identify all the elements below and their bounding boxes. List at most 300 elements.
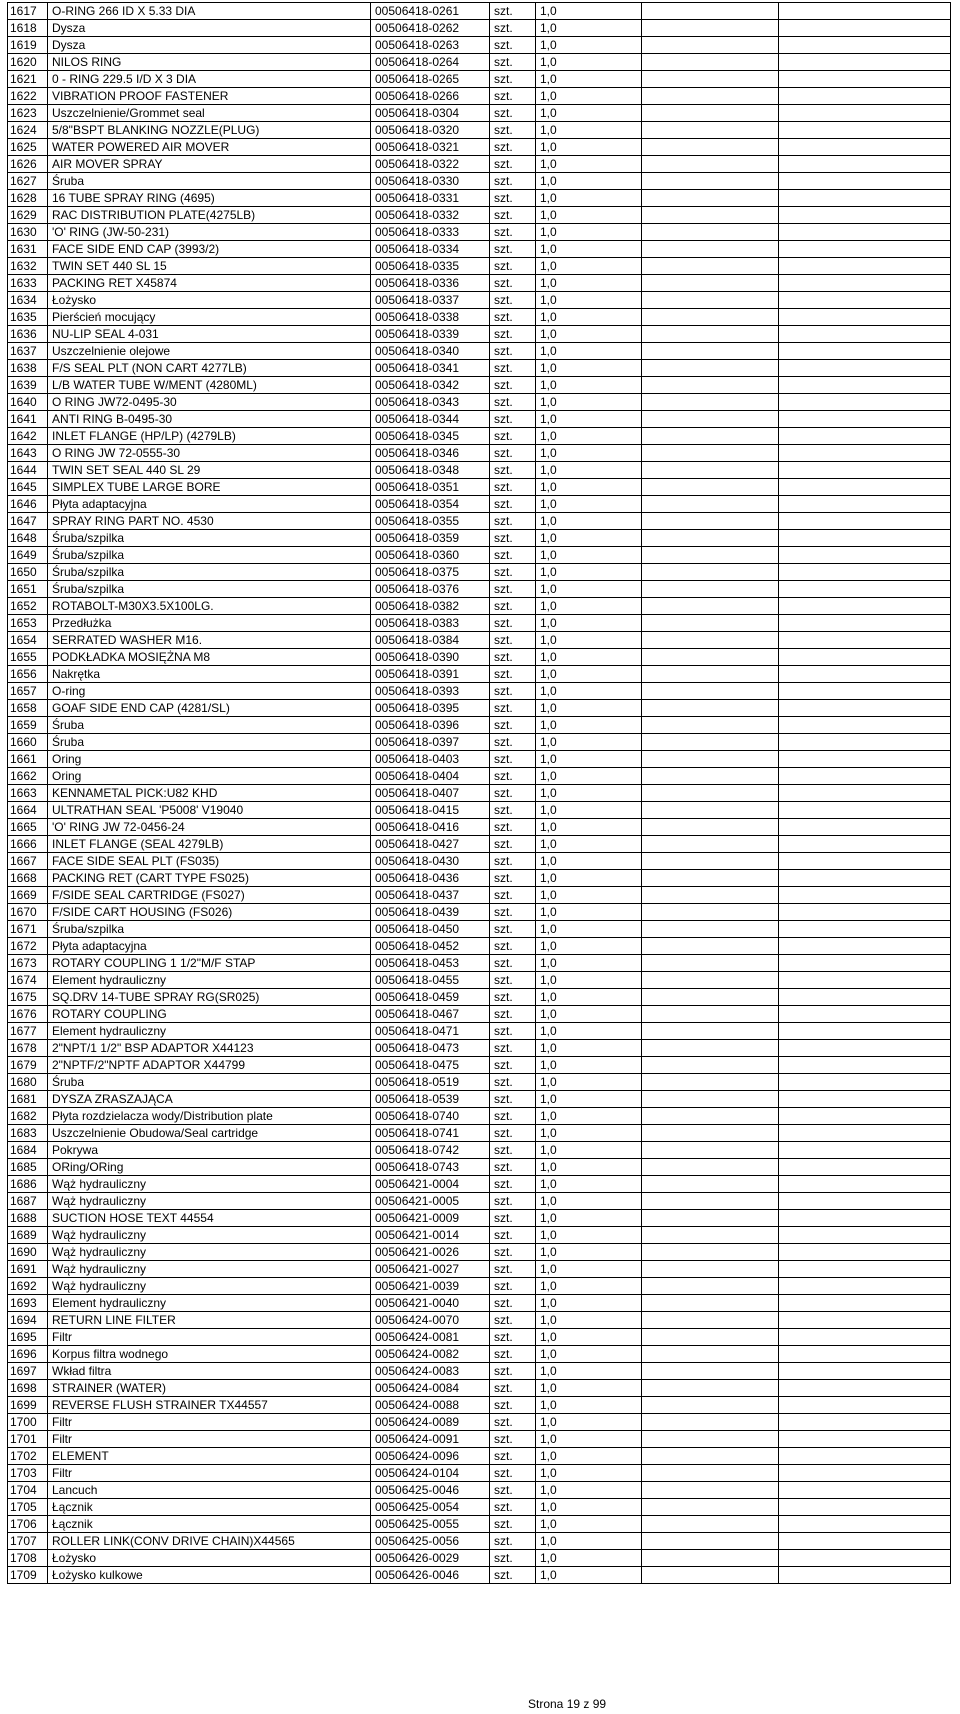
unit-cell: szt. xyxy=(490,309,536,326)
empty-cell xyxy=(642,955,779,972)
table-row xyxy=(8,173,951,190)
quantity-cell: 1,0 xyxy=(536,139,642,156)
unit-cell: szt. xyxy=(490,1261,536,1278)
unit-cell: szt. xyxy=(490,598,536,615)
page-number: Strona 19 z 99 xyxy=(528,1697,607,1711)
part-code-cell: 00506418-0261 xyxy=(371,3,490,20)
row-number-cell: 1617 xyxy=(8,3,48,20)
empty-cell xyxy=(779,207,951,224)
empty-cell xyxy=(779,1312,951,1329)
empty-cell xyxy=(642,190,779,207)
quantity-cell: 1,0 xyxy=(536,37,642,54)
part-code-cell: 00506418-0403 xyxy=(371,751,490,768)
part-code-cell: 00506418-0475 xyxy=(371,1057,490,1074)
part-code-cell: 00506424-0084 xyxy=(371,1380,490,1397)
part-code-cell: 00506418-0335 xyxy=(371,258,490,275)
quantity-cell: 1,0 xyxy=(536,224,642,241)
empty-cell xyxy=(642,1261,779,1278)
empty-cell xyxy=(642,921,779,938)
empty-cell xyxy=(779,683,951,700)
empty-cell xyxy=(779,326,951,343)
empty-cell xyxy=(642,683,779,700)
empty-cell xyxy=(779,292,951,309)
row-number-cell: 1669 xyxy=(8,887,48,904)
empty-cell xyxy=(642,615,779,632)
empty-cell xyxy=(779,377,951,394)
quantity-cell: 1,0 xyxy=(536,1227,642,1244)
empty-cell xyxy=(642,71,779,88)
table-row xyxy=(8,564,951,581)
unit-cell: szt. xyxy=(490,802,536,819)
part-description-cell: REVERSE FLUSH STRAINER TX44557 xyxy=(48,1397,371,1414)
empty-cell xyxy=(779,870,951,887)
unit-cell: szt. xyxy=(490,3,536,20)
empty-cell xyxy=(779,1482,951,1499)
row-number-cell: 1681 xyxy=(8,1091,48,1108)
empty-cell xyxy=(642,547,779,564)
unit-cell: szt. xyxy=(490,1567,536,1584)
row-number-cell: 1648 xyxy=(8,530,48,547)
table-row xyxy=(8,411,951,428)
empty-cell xyxy=(779,513,951,530)
unit-cell: szt. xyxy=(490,275,536,292)
empty-cell xyxy=(642,632,779,649)
quantity-cell: 1,0 xyxy=(536,649,642,666)
unit-cell: szt. xyxy=(490,1516,536,1533)
quantity-cell: 1,0 xyxy=(536,1397,642,1414)
empty-cell xyxy=(642,445,779,462)
part-description-cell: ROTARY COUPLING xyxy=(48,1006,371,1023)
empty-cell xyxy=(779,258,951,275)
quantity-cell: 1,0 xyxy=(536,887,642,904)
row-number-cell: 1657 xyxy=(8,683,48,700)
empty-cell xyxy=(779,20,951,37)
empty-cell xyxy=(779,819,951,836)
table-row xyxy=(8,921,951,938)
part-description-cell: Śruba xyxy=(48,1074,371,1091)
part-code-cell: 00506424-0070 xyxy=(371,1312,490,1329)
empty-cell xyxy=(642,1159,779,1176)
part-code-cell: 00506418-0359 xyxy=(371,530,490,547)
part-code-cell: 00506418-0453 xyxy=(371,955,490,972)
part-description-cell: F/S SEAL PLT (NON CART 4277LB) xyxy=(48,360,371,377)
empty-cell xyxy=(779,1295,951,1312)
row-number-cell: 1625 xyxy=(8,139,48,156)
row-number-cell: 1707 xyxy=(8,1533,48,1550)
unit-cell: szt. xyxy=(490,700,536,717)
empty-cell xyxy=(642,564,779,581)
table-row xyxy=(8,819,951,836)
part-description-cell: Lancuch xyxy=(48,1482,371,1499)
empty-cell xyxy=(779,1159,951,1176)
unit-cell: szt. xyxy=(490,1159,536,1176)
empty-cell xyxy=(642,1363,779,1380)
empty-cell xyxy=(779,751,951,768)
part-description-cell: Wąż hydrauliczny xyxy=(48,1278,371,1295)
table-row xyxy=(8,224,951,241)
empty-cell xyxy=(779,241,951,258)
empty-cell xyxy=(642,1448,779,1465)
quantity-cell: 1,0 xyxy=(536,751,642,768)
row-number-cell: 1649 xyxy=(8,547,48,564)
part-description-cell: Wąż hydrauliczny xyxy=(48,1176,371,1193)
row-number-cell: 1646 xyxy=(8,496,48,513)
empty-cell xyxy=(642,666,779,683)
empty-cell xyxy=(642,88,779,105)
unit-cell: szt. xyxy=(490,513,536,530)
table-row xyxy=(8,71,951,88)
empty-cell xyxy=(779,428,951,445)
empty-cell xyxy=(779,1091,951,1108)
empty-cell xyxy=(779,479,951,496)
part-code-cell: 00506418-0338 xyxy=(371,309,490,326)
part-code-cell: 00506418-0322 xyxy=(371,156,490,173)
part-code-cell: 00506418-0263 xyxy=(371,37,490,54)
empty-cell xyxy=(642,1244,779,1261)
part-code-cell: 00506418-0742 xyxy=(371,1142,490,1159)
quantity-cell: 1,0 xyxy=(536,1346,642,1363)
table-row xyxy=(8,1431,951,1448)
table-row xyxy=(8,836,951,853)
quantity-cell: 1,0 xyxy=(536,71,642,88)
part-description-cell: Wąż hydrauliczny xyxy=(48,1193,371,1210)
unit-cell: szt. xyxy=(490,1074,536,1091)
unit-cell: szt. xyxy=(490,564,536,581)
part-code-cell: 00506425-0054 xyxy=(371,1499,490,1516)
empty-cell xyxy=(779,1074,951,1091)
table-row xyxy=(8,1244,951,1261)
part-description-cell: Śruba/szpilka xyxy=(48,581,371,598)
empty-cell xyxy=(779,649,951,666)
part-description-cell: Nakrętka xyxy=(48,666,371,683)
empty-cell xyxy=(642,1278,779,1295)
part-description-cell: FACE SIDE END CAP (3993/2) xyxy=(48,241,371,258)
unit-cell: szt. xyxy=(490,428,536,445)
table-row xyxy=(8,1261,951,1278)
empty-cell xyxy=(779,1006,951,1023)
quantity-cell: 1,0 xyxy=(536,1176,642,1193)
unit-cell: szt. xyxy=(490,139,536,156)
row-number-cell: 1643 xyxy=(8,445,48,462)
empty-cell xyxy=(642,20,779,37)
part-description-cell: TWIN SET SEAL 440 SL 29 xyxy=(48,462,371,479)
empty-cell xyxy=(642,1108,779,1125)
part-description-cell: ANTI RING B-0495-30 xyxy=(48,411,371,428)
table-row xyxy=(8,1414,951,1431)
row-number-cell: 1663 xyxy=(8,785,48,802)
part-code-cell: 00506418-0382 xyxy=(371,598,490,615)
part-description-cell: Filtr xyxy=(48,1431,371,1448)
part-description-cell: Śruba/szpilka xyxy=(48,564,371,581)
quantity-cell: 1,0 xyxy=(536,54,642,71)
part-description-cell: Przedłużka xyxy=(48,615,371,632)
part-code-cell: 00506424-0089 xyxy=(371,1414,490,1431)
empty-cell xyxy=(642,139,779,156)
row-number-cell: 1697 xyxy=(8,1363,48,1380)
part-code-cell: 00506425-0055 xyxy=(371,1516,490,1533)
unit-cell: szt. xyxy=(490,105,536,122)
part-code-cell: 00506418-0437 xyxy=(371,887,490,904)
part-code-cell: 00506418-0304 xyxy=(371,105,490,122)
part-code-cell: 00506418-0337 xyxy=(371,292,490,309)
empty-cell xyxy=(642,1499,779,1516)
empty-cell xyxy=(642,360,779,377)
row-number-cell: 1620 xyxy=(8,54,48,71)
empty-cell xyxy=(779,1176,951,1193)
empty-cell xyxy=(779,1499,951,1516)
row-number-cell: 1690 xyxy=(8,1244,48,1261)
empty-cell xyxy=(779,1244,951,1261)
quantity-cell: 1,0 xyxy=(536,870,642,887)
table-row xyxy=(8,1142,951,1159)
empty-cell xyxy=(642,1482,779,1499)
unit-cell: szt. xyxy=(490,1363,536,1380)
unit-cell: szt. xyxy=(490,1091,536,1108)
part-code-cell: 00506418-0360 xyxy=(371,547,490,564)
unit-cell: szt. xyxy=(490,445,536,462)
part-code-cell: 00506418-0266 xyxy=(371,88,490,105)
quantity-cell: 1,0 xyxy=(536,1363,642,1380)
empty-cell xyxy=(642,1329,779,1346)
empty-cell xyxy=(779,666,951,683)
empty-cell xyxy=(779,1210,951,1227)
empty-cell xyxy=(779,1431,951,1448)
row-number-cell: 1665 xyxy=(8,819,48,836)
empty-cell xyxy=(779,1193,951,1210)
part-code-cell: 00506418-0265 xyxy=(371,71,490,88)
row-number-cell: 1622 xyxy=(8,88,48,105)
empty-cell xyxy=(642,1465,779,1482)
table-row xyxy=(8,1159,951,1176)
unit-cell: szt. xyxy=(490,258,536,275)
empty-cell xyxy=(642,1380,779,1397)
empty-cell xyxy=(642,1533,779,1550)
empty-cell xyxy=(779,700,951,717)
row-number-cell: 1636 xyxy=(8,326,48,343)
unit-cell: szt. xyxy=(490,1312,536,1329)
part-description-cell: ROLLER LINK(CONV DRIVE CHAIN)X44565 xyxy=(48,1533,371,1550)
empty-cell xyxy=(642,377,779,394)
empty-cell xyxy=(779,904,951,921)
part-code-cell: 00506418-0404 xyxy=(371,768,490,785)
empty-cell xyxy=(779,955,951,972)
unit-cell: szt. xyxy=(490,71,536,88)
part-code-cell: 00506418-0396 xyxy=(371,717,490,734)
empty-cell xyxy=(779,360,951,377)
empty-cell xyxy=(779,1057,951,1074)
row-number-cell: 1676 xyxy=(8,1006,48,1023)
quantity-cell: 1,0 xyxy=(536,20,642,37)
empty-cell xyxy=(642,1414,779,1431)
unit-cell: szt. xyxy=(490,1176,536,1193)
row-number-cell: 1684 xyxy=(8,1142,48,1159)
unit-cell: szt. xyxy=(490,190,536,207)
row-number-cell: 1675 xyxy=(8,989,48,1006)
quantity-cell: 1,0 xyxy=(536,1329,642,1346)
part-code-cell: 00506418-0330 xyxy=(371,173,490,190)
table-row xyxy=(8,904,951,921)
unit-cell: szt. xyxy=(490,122,536,139)
row-number-cell: 1652 xyxy=(8,598,48,615)
empty-cell xyxy=(779,632,951,649)
empty-cell xyxy=(642,887,779,904)
part-code-cell: 00506418-0467 xyxy=(371,1006,490,1023)
part-code-cell: 00506421-0005 xyxy=(371,1193,490,1210)
part-code-cell: 00506418-0459 xyxy=(371,989,490,1006)
unit-cell: szt. xyxy=(490,224,536,241)
row-number-cell: 1705 xyxy=(8,1499,48,1516)
table-row xyxy=(8,88,951,105)
table-row xyxy=(8,598,951,615)
empty-cell xyxy=(642,751,779,768)
part-code-cell: 00506426-0029 xyxy=(371,1550,490,1567)
empty-cell xyxy=(642,938,779,955)
part-description-cell: NU-LIP SEAL 4-031 xyxy=(48,326,371,343)
row-number-cell: 1623 xyxy=(8,105,48,122)
part-description-cell: SIMPLEX TUBE LARGE BORE xyxy=(48,479,371,496)
empty-cell xyxy=(642,173,779,190)
part-code-cell: 00506418-0345 xyxy=(371,428,490,445)
empty-cell xyxy=(642,717,779,734)
unit-cell: szt. xyxy=(490,666,536,683)
row-number-cell: 1700 xyxy=(8,1414,48,1431)
empty-cell xyxy=(779,496,951,513)
empty-cell xyxy=(642,870,779,887)
quantity-cell: 1,0 xyxy=(536,360,642,377)
quantity-cell: 1,0 xyxy=(536,122,642,139)
empty-cell xyxy=(779,1329,951,1346)
empty-cell xyxy=(779,972,951,989)
table-row xyxy=(8,122,951,139)
row-number-cell: 1671 xyxy=(8,921,48,938)
empty-cell xyxy=(779,105,951,122)
table-row xyxy=(8,1516,951,1533)
part-code-cell: 00506424-0082 xyxy=(371,1346,490,1363)
row-number-cell: 1635 xyxy=(8,309,48,326)
part-description-cell: O-ring xyxy=(48,683,371,700)
empty-cell xyxy=(642,1227,779,1244)
empty-cell xyxy=(642,3,779,20)
part-description-cell: Łożysko kulkowe xyxy=(48,1567,371,1584)
part-code-cell: 00506418-0391 xyxy=(371,666,490,683)
empty-cell xyxy=(642,1312,779,1329)
table-row xyxy=(8,955,951,972)
empty-cell xyxy=(642,581,779,598)
part-code-cell: 00506418-0351 xyxy=(371,479,490,496)
empty-cell xyxy=(779,887,951,904)
part-description-cell: Filtr xyxy=(48,1329,371,1346)
unit-cell: szt. xyxy=(490,887,536,904)
row-number-cell: 1655 xyxy=(8,649,48,666)
part-description-cell: FACE SIDE SEAL PLT (FS035) xyxy=(48,853,371,870)
part-description-cell: 0 - RING 229.5 I/D X 3 DIA xyxy=(48,71,371,88)
part-description-cell: Łożysko xyxy=(48,1550,371,1567)
part-code-cell: 00506418-0436 xyxy=(371,870,490,887)
table-row xyxy=(8,938,951,955)
empty-cell xyxy=(642,785,779,802)
quantity-cell: 1,0 xyxy=(536,615,642,632)
empty-cell xyxy=(779,394,951,411)
part-description-cell: ELEMENT xyxy=(48,1448,371,1465)
part-description-cell: Śruba/szpilka xyxy=(48,530,371,547)
table-row xyxy=(8,462,951,479)
empty-cell xyxy=(779,547,951,564)
table-row xyxy=(8,207,951,224)
row-number-cell: 1658 xyxy=(8,700,48,717)
row-number-cell: 1703 xyxy=(8,1465,48,1482)
unit-cell: szt. xyxy=(490,1482,536,1499)
unit-cell: szt. xyxy=(490,1023,536,1040)
empty-cell xyxy=(642,258,779,275)
part-description-cell: Wąż hydrauliczny xyxy=(48,1261,371,1278)
empty-cell xyxy=(642,479,779,496)
part-description-cell: Wąż hydrauliczny xyxy=(48,1244,371,1261)
unit-cell: szt. xyxy=(490,173,536,190)
part-code-cell: 00506418-0336 xyxy=(371,275,490,292)
unit-cell: szt. xyxy=(490,1006,536,1023)
unit-cell: szt. xyxy=(490,1227,536,1244)
quantity-cell: 1,0 xyxy=(536,853,642,870)
part-description-cell: Wąż hydrauliczny xyxy=(48,1227,371,1244)
row-number-cell: 1654 xyxy=(8,632,48,649)
empty-cell xyxy=(642,428,779,445)
empty-cell xyxy=(779,989,951,1006)
quantity-cell: 1,0 xyxy=(536,241,642,258)
part-description-cell: Płyta adaptacyjna xyxy=(48,938,371,955)
unit-cell: szt. xyxy=(490,1346,536,1363)
empty-cell xyxy=(642,598,779,615)
quantity-cell: 1,0 xyxy=(536,598,642,615)
part-description-cell: Śruba xyxy=(48,173,371,190)
row-number-cell: 1626 xyxy=(8,156,48,173)
part-code-cell: 00506418-0375 xyxy=(371,564,490,581)
empty-cell xyxy=(642,241,779,258)
unit-cell: szt. xyxy=(490,1142,536,1159)
table-row xyxy=(8,802,951,819)
empty-cell xyxy=(642,802,779,819)
quantity-cell: 1,0 xyxy=(536,904,642,921)
empty-cell xyxy=(779,3,951,20)
part-description-cell: GOAF SIDE END CAP (4281/SL) xyxy=(48,700,371,717)
unit-cell: szt. xyxy=(490,241,536,258)
unit-cell: szt. xyxy=(490,462,536,479)
empty-cell xyxy=(779,581,951,598)
part-code-cell: 00506418-0331 xyxy=(371,190,490,207)
empty-cell xyxy=(779,802,951,819)
empty-cell xyxy=(779,71,951,88)
quantity-cell: 1,0 xyxy=(536,1108,642,1125)
quantity-cell: 1,0 xyxy=(536,972,642,989)
part-description-cell: SQ.DRV 14-TUBE SPRAY RG(SR025) xyxy=(48,989,371,1006)
row-number-cell: 1627 xyxy=(8,173,48,190)
part-description-cell: O RING JW 72-0555-30 xyxy=(48,445,371,462)
part-code-cell: 00506418-0341 xyxy=(371,360,490,377)
table-row xyxy=(8,972,951,989)
unit-cell: szt. xyxy=(490,1329,536,1346)
empty-cell xyxy=(642,853,779,870)
quantity-cell: 1,0 xyxy=(536,1210,642,1227)
table-row xyxy=(8,1074,951,1091)
empty-cell xyxy=(642,1023,779,1040)
empty-cell xyxy=(642,1142,779,1159)
table-row xyxy=(8,496,951,513)
table-row xyxy=(8,1295,951,1312)
part-description-cell: Filtr xyxy=(48,1465,371,1482)
empty-cell xyxy=(642,1346,779,1363)
table-row xyxy=(8,54,951,71)
table-row xyxy=(8,1482,951,1499)
part-code-cell: 00506418-0471 xyxy=(371,1023,490,1040)
